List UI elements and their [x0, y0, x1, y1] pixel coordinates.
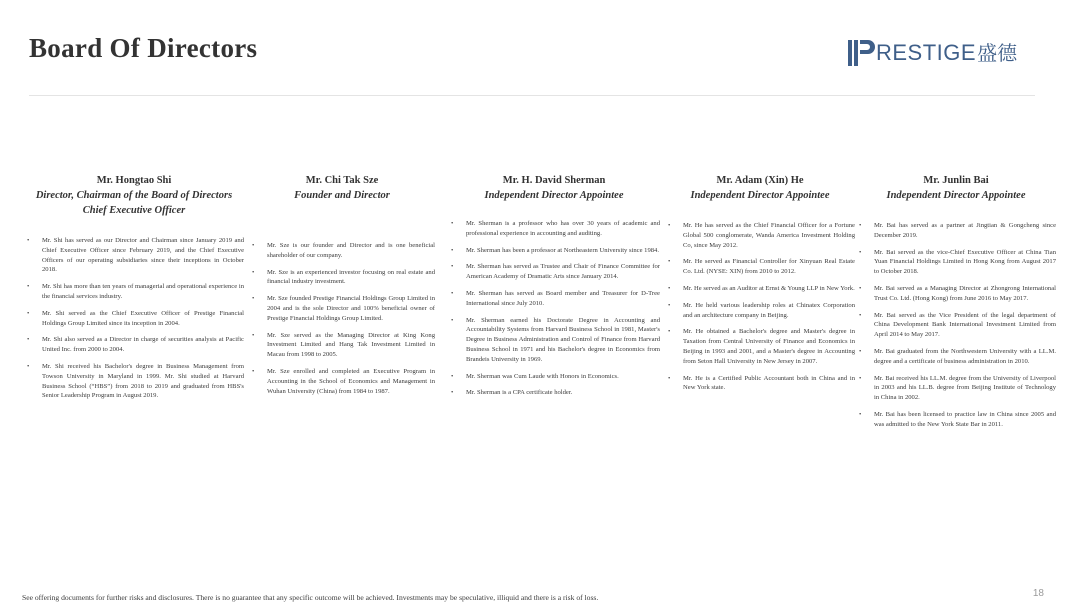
director-bio-list [249, 241, 435, 396]
bio-item: • Mr. Bai received his LL.M. degree from the University of Liverpool in 2003 and his LL.B. degree from Beijing Institute of Technology in China in 2002. [859, 374, 1056, 402]
director-name: Mr. Hongtao Shi [96, 175, 172, 186]
director-bio-list [448, 219, 660, 398]
bio-item: • Mr. He has served as the Chief Financial Officer for a Fortune Global 500 conglomerate, Wanda America Investment Holding Co, since May 2012. [668, 222, 855, 249]
bio-item: • Mr. Sherman has been a professor at Northeastern University since 1984. [451, 246, 659, 254]
header-divider [29, 95, 1035, 96]
bio-item: • Mr. Sze enrolled and completed an Executive Program in Accounting in the School of Economics and Management in Wuhan University (China) from 1984 to 1987. [252, 367, 435, 395]
director-role: Chief Executive Officer [82, 205, 186, 216]
director-header [24, 173, 244, 218]
bio-item: • Mr. Sze is our founder and Director and is one beneficial shareholder of our company. [252, 242, 435, 259]
director-role: Independent Director Appointee [484, 190, 624, 201]
director-role: Independent Director Appointee [886, 190, 1026, 201]
bio-item: • Mr. Shi received his Bachelor's degree in Business Management from Towson University in Maryland in 1999. Mr. Shi studied at Harvard Business School (“HBS”) from 2018 to 2019 and graduated from HBS's Senior Leadership Program in August 2019. [27, 362, 244, 400]
bio-item: • Mr. Sherman has served as Board member and Treasurer for D-Tree International since July 2010. [451, 289, 660, 307]
bio-item: • Mr. Bai served as the Vice President of the legal department of China Development Bank International Investment Limited from April 2014 to May 2017. [859, 311, 1056, 339]
director-bio-list [24, 236, 244, 401]
director-header [448, 173, 660, 203]
prestige-logo-mark-icon [848, 40, 876, 66]
bio-item: • Mr. Bai graduated from the Northwestern University with a LL.M. degree and a certificate of business administration in 2010. [859, 347, 1056, 365]
bio-item: • Mr. Sherman is a CPA certificate holder. [451, 389, 573, 397]
disclaimer-footer: See offering documents for further risks and disclosures. There is no guarantee that any specific outcome will be achieved. Investments may be speculative, illiquid and there is a risk of loss. [22, 593, 599, 602]
bio-item: • Mr. Shi has more than ten years of managerial and operational experience in the financial services industry. [27, 283, 244, 300]
bio-item: • Mr. Sze served as the Managing Director at King Kong Investment Limited and Hang Tak Investment Limited in Macau from 1998 to 2005. [252, 331, 435, 359]
director-header [249, 173, 435, 203]
director-role: Independent Director Appointee [690, 190, 830, 201]
bio-item: • Mr. Sherman is a professor who has over 30 years of academic and professional experience in accounting and auditing. [451, 220, 660, 237]
director-column-he [665, 173, 855, 400]
bio-item: • Mr. He obtained a Bachelor's degree and Master's degree in Taxation from Central University of Finance and Economics in Beijing in 1993 and 2001, and a Master's degree in Accounting from Seton Hall University in New Jersey in 2007. [668, 328, 855, 365]
director-name: Mr. Junlin Bai [923, 175, 989, 186]
bio-item: • Mr. Sze is an experienced investor focusing on real estate and financial industry investment. [252, 268, 435, 286]
director-name: Mr. Chi Tak Sze [305, 175, 379, 186]
bio-item: • Mr. He is a Certified Public Accountant both in China and in New York state. [668, 374, 855, 392]
director-role: Director, Chairman of the Board of Directors [35, 190, 233, 201]
page-number: 18 [1032, 588, 1044, 599]
director-header [856, 173, 1056, 203]
bio-item: • Mr. Sherman was Cum Laude with Honors in Economics. [451, 372, 619, 380]
bio-item: • Mr. Sze founded Prestige Financial Holdings Group Limited in 2004 and is the sole Director and 100% beneficial owner of Prestige Financial Holdings Group Limited. [252, 295, 435, 322]
bio-item: • Mr. Bai served as the vice-Chief Executive Officer at China Tian Yuan Financial Holdings Limited in Hong Kong from August 2017 to October 2018. [859, 248, 1056, 276]
director-role: Founder and Director [294, 190, 390, 201]
bio-item: • Mr. He served as Financial Controller for Xinyuan Real Estate Co. Ltd. (NYSE: XIN) from 2010 to 2012. [668, 258, 855, 276]
bio-item: • Mr. He served as an Auditor at Ernst & Young LLP in New York. [668, 284, 855, 292]
bio-item: • Mr. Sherman has served as Trustee and Chair of Finance Committee for American Academy of Dramatic Arts since January 2014. [451, 263, 660, 281]
director-bio-list [856, 221, 1056, 430]
bio-item: • Mr. Shi has served as our Director and Chairman since January 2019 and Chief Executive Officer since February 2019, and the Chief Executive Officers of our operating subsidiaries since their inceptions in October 2018. [27, 237, 244, 274]
bio-item: • Mr. Bai served as a Managing Director at Zhongrong International Trust Co. Ltd. (Hong Kong) from June 2016 to May 2017. [859, 284, 1056, 302]
director-column-sherman [448, 173, 660, 405]
bio-item: • Mr. He held various leadership roles at Chinatex Corporation and an architecture company in Beijing. [668, 301, 855, 319]
logo-wordmark: RESTIGE [876, 40, 977, 65]
bio-item: • Mr. Shi also served as a Director in charge of securities analysis at Pacific United Inc. from 2000 to 2004. [27, 336, 244, 354]
director-header [665, 173, 855, 203]
director-name: Mr. Adam (Xin) He [716, 175, 804, 186]
director-column-sze [249, 173, 435, 403]
bio-item: • Mr. Shi served as the Chief Executive Officer of Prestige Financial Holdings Group Limited since its inception in 2004. [27, 309, 244, 327]
logo-chinese-name: 盛德 [977, 41, 1018, 65]
director-bio-list [665, 221, 855, 393]
director-column-shi [24, 173, 244, 408]
director-name: Mr. H. David Sherman [502, 175, 606, 186]
company-logo [848, 39, 1017, 67]
bio-item: • Mr. Sherman earned his Doctorate Degree in Accounting and Accountability Systems from Harvard Business School in 1981, Master's Degree in Business Administration and Control of Finance from Harvard Business School in 1971 and his Bachelor's degree in Economics from Brandeis University in 1969. [451, 316, 660, 363]
director-column-bai [856, 173, 1056, 437]
bio-item: • Mr. Bai has served as a partner at Jingtian & Gongcheng since December 2019. [859, 222, 1056, 239]
bio-item: • Mr. Bai has been licensed to practice law in China since 2005 and was admitted to the New York State Bar in 2011. [859, 410, 1056, 428]
page-title: Board Of Directors [29, 33, 258, 63]
